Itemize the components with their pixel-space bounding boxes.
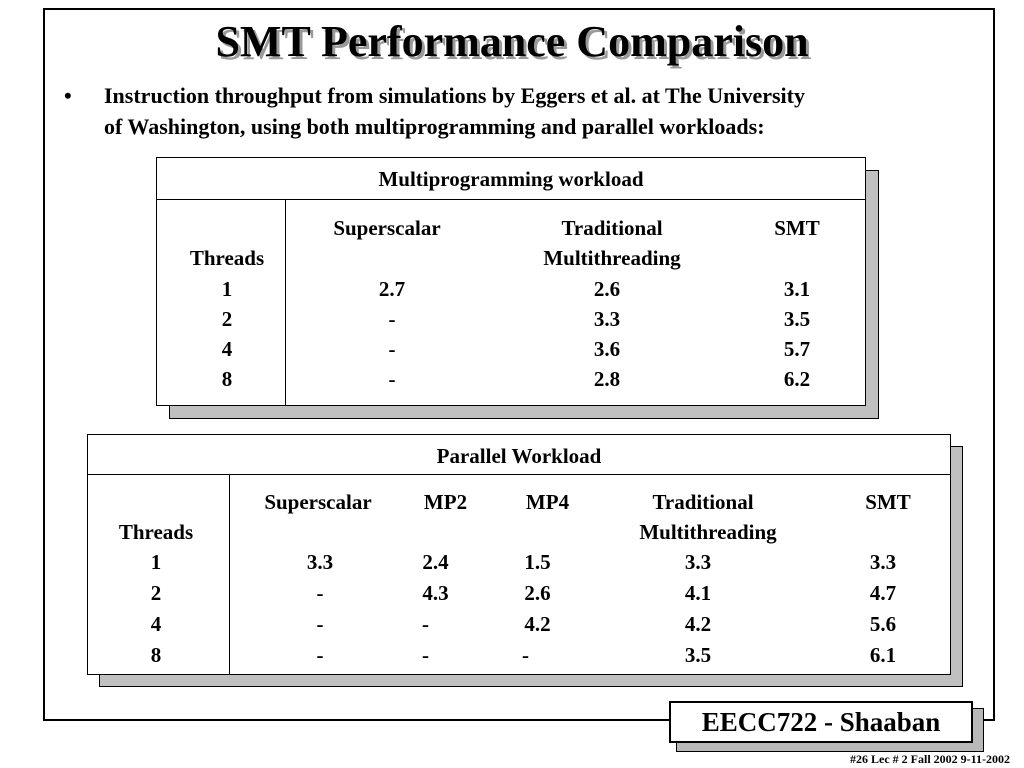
mp-row-4-traditional: 2.8	[593, 367, 621, 391]
mp-header-superscalar: Superscalar	[333, 216, 441, 240]
pw-row-2-mp2: 4.3	[422, 581, 449, 605]
pw-row-1-mp4: 1.5	[524, 550, 551, 574]
multiprogramming-caption: Multiprogramming workload	[157, 158, 865, 200]
course-footer: EECC722 - Shaaban	[669, 701, 973, 743]
mp-row-1-traditional: 2.6	[593, 277, 621, 301]
pw-row-4-traditional: 3.5	[684, 643, 712, 667]
pw-row-3-superscalar: -	[316, 612, 324, 636]
mp-row-4-smt: 6.2	[783, 367, 811, 391]
mp-row-2-traditional: 3.3	[593, 307, 621, 331]
slide-info: #26 Lec # 2 Fall 2002 9-11-2002	[850, 752, 1010, 766]
pw-row-3-threads: 4	[150, 612, 162, 636]
mp-row-3-traditional: 3.6	[593, 337, 621, 361]
pw-row-2-traditional: 4.1	[684, 581, 712, 605]
pw-row-1-smt: 3.3	[869, 550, 897, 574]
parallel-column-divider	[229, 475, 230, 674]
pw-header-smt: SMT	[865, 490, 911, 514]
mp-header-traditional: Traditional	[561, 216, 663, 240]
parallel-caption: Parallel Workload	[88, 435, 950, 475]
mp-header-traditional-line2: Multithreading	[543, 246, 681, 270]
pw-row-4-threads: 8	[150, 643, 162, 667]
pw-row-2-superscalar: -	[316, 581, 324, 605]
pw-row-2-mp4: 2.6	[524, 581, 551, 605]
mp-header-threads: Threads	[189, 246, 265, 270]
pw-row-4-mp2: -	[422, 643, 429, 667]
bullet-line-2: of Washington, using both multiprogramming and parallel workloads:	[104, 114, 765, 139]
pw-header-traditional-line2: Multithreading	[639, 520, 777, 544]
mp-row-2-smt: 3.5	[783, 307, 811, 331]
mp-row-1-smt: 3.1	[783, 277, 811, 301]
pw-row-3-mp4: 4.2	[524, 612, 551, 636]
pw-row-3-traditional: 4.2	[684, 612, 712, 636]
multiprogramming-table-body	[156, 157, 866, 406]
pw-header-superscalar: Superscalar	[264, 490, 372, 514]
pw-header-mp2: MP2	[423, 490, 468, 514]
bullet-line-1: Instruction throughput from simulations by Eggers et al. at The University	[104, 83, 805, 108]
mp-row-4-superscalar: -	[388, 367, 396, 391]
pw-header-mp4: MP4	[525, 490, 570, 514]
pw-row-4-superscalar: -	[316, 643, 324, 667]
pw-row-1-superscalar: 3.3	[306, 550, 334, 574]
pw-header-traditional: Traditional	[652, 490, 754, 514]
mp-row-2-superscalar: -	[388, 307, 396, 331]
slide-title: SMT Performance Comparison	[215, 17, 809, 66]
pw-row-4-mp4: -	[522, 643, 529, 667]
mp-row-3-smt: 5.7	[783, 337, 811, 361]
mp-header-smt: SMT	[774, 216, 820, 240]
pw-row-3-mp2: -	[422, 612, 429, 636]
bullet-marker: •	[64, 83, 72, 108]
parallel-table	[87, 434, 963, 687]
mp-row-1-superscalar: 2.7	[378, 277, 406, 301]
pw-row-1-threads: 1	[150, 550, 162, 574]
mp-row-3-threads: 4	[221, 337, 233, 361]
pw-row-1-traditional: 3.3	[684, 550, 712, 574]
pw-row-2-smt: 4.7	[869, 581, 897, 605]
bullet-text	[104, 80, 984, 142]
pw-row-1-mp2: 2.4	[422, 550, 449, 574]
parallel-table-body	[87, 434, 951, 675]
pw-header-threads: Threads	[118, 520, 194, 544]
mp-row-4-threads: 8	[221, 367, 233, 391]
mp-row-3-superscalar: -	[388, 337, 396, 361]
pw-row-2-threads: 2	[150, 581, 162, 605]
pw-row-4-smt: 6.1	[869, 643, 897, 667]
mp-row-2-threads: 2	[221, 307, 233, 331]
multiprogramming-table	[156, 157, 879, 419]
pw-row-3-smt: 5.6	[869, 612, 897, 636]
mp-row-1-threads: 1	[221, 277, 233, 301]
